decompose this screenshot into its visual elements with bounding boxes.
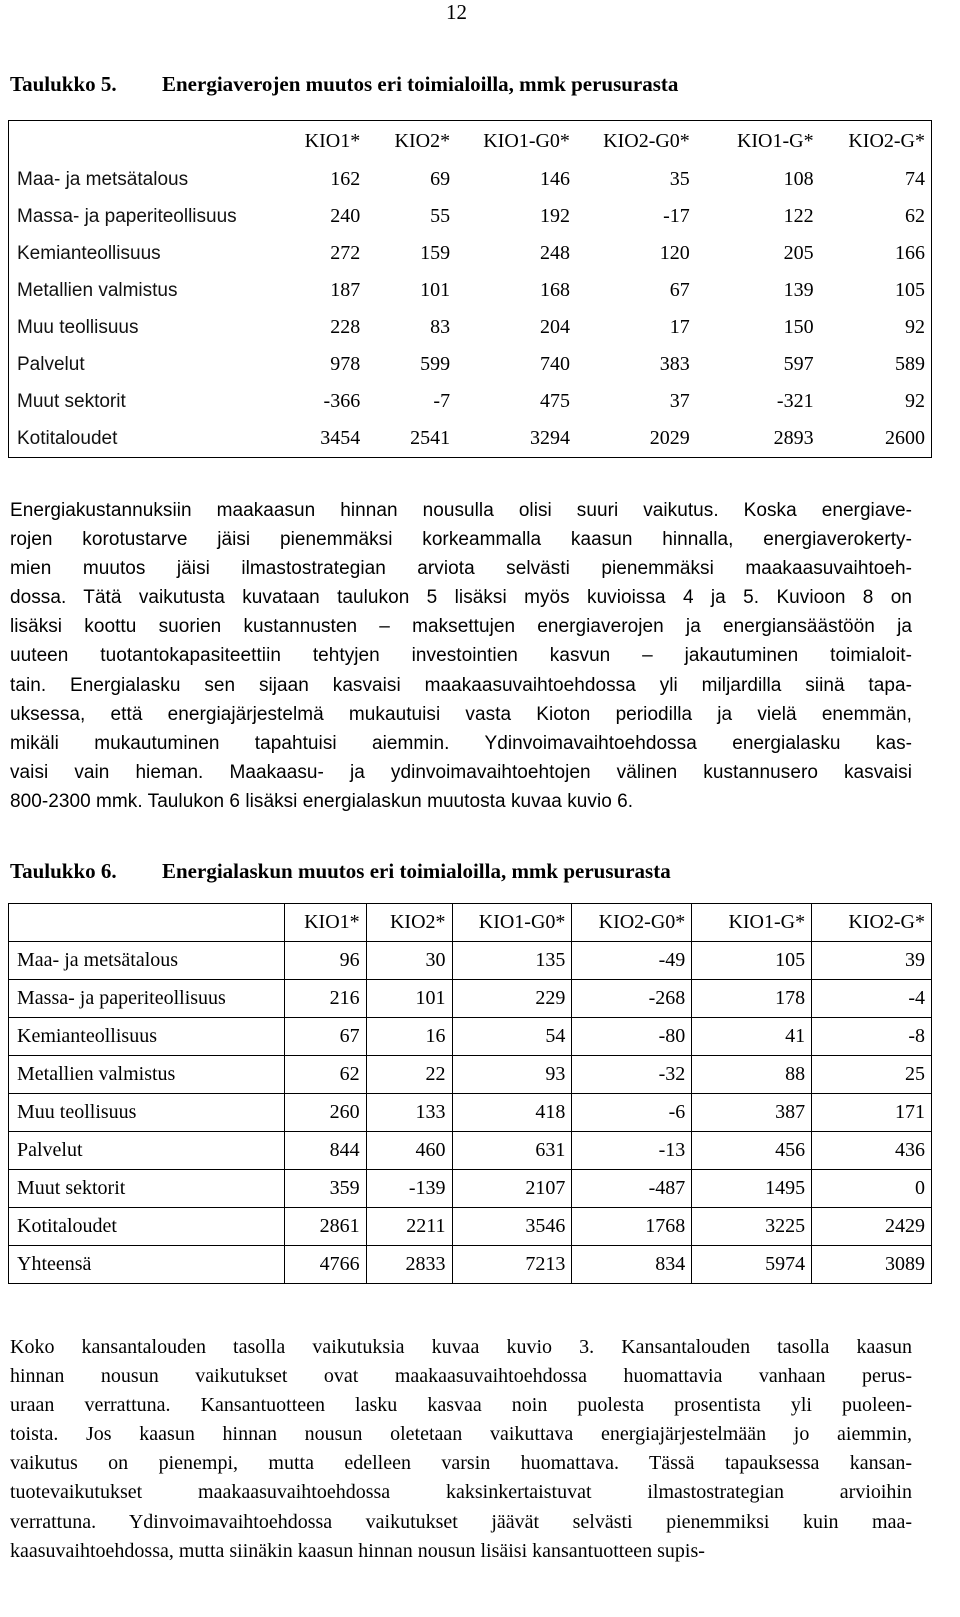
table-cell: 3089: [812, 1246, 932, 1284]
text-line: mikäli mukautuminen tapahtuisi aiemmin. Ydinvoimavaihtoehdossa energialasku kas-: [10, 732, 912, 754]
table-cell: -268: [572, 980, 692, 1018]
table-cell: 631: [452, 1132, 572, 1170]
table-cell: -366: [323, 390, 361, 412]
table-cell: 1768: [572, 1208, 692, 1246]
table6-col-header: KIO1*: [284, 904, 366, 942]
row-label: Kemianteollisuus: [9, 1018, 285, 1056]
table-cell: 229: [452, 980, 572, 1018]
table-cell: 2107: [452, 1170, 572, 1208]
table-cell: 1495: [692, 1170, 812, 1208]
row-label: Massa- ja paperiteollisuus: [9, 980, 285, 1018]
table-row: [9, 161, 932, 198]
table5-body: [9, 161, 932, 458]
text-line: mien muutos jäisi ilmastostrategian arviota selvästi pienemmäksi maakaasuvaihtoeh-: [10, 558, 912, 580]
table-cell: 17: [669, 316, 690, 338]
table-cell: 101: [420, 279, 451, 301]
table-cell: 62: [905, 205, 925, 227]
table5-col-header: KIO2-G*: [848, 129, 925, 152]
table5-label: Taulukko 5.: [10, 72, 117, 96]
table-cell: 41: [692, 1018, 812, 1056]
table-cell: 2600: [885, 427, 925, 449]
row-label: Massa- ja paperiteollisuus: [17, 205, 237, 227]
text-line: verrattuna. Ydinvoimavaihtoehdossa vaikutukset jäävät selvästi pienemmiksi kuin maa-: [10, 1510, 912, 1533]
text-line: tain. Energialasku sen sijaan kasvaisi maakaasuvaihtoehdossa yli miljardilla siinä tapa-: [10, 674, 912, 696]
table-cell: 133: [366, 1094, 452, 1132]
table-cell: 248: [539, 242, 570, 264]
table-row: [9, 346, 932, 383]
table-cell: 67: [284, 1018, 366, 1056]
table-cell: 159: [420, 242, 451, 264]
table-cell: 475: [539, 390, 570, 412]
paragraph-1: [10, 496, 912, 816]
table-cell: 88: [692, 1056, 812, 1094]
table-cell: 260: [284, 1094, 366, 1132]
row-label: Maa- ja metsätalous: [9, 942, 285, 980]
table5-header-row: [9, 121, 932, 162]
table-row: [9, 1056, 932, 1094]
table-row: [9, 383, 932, 420]
table5-col-header: KIO1-G*: [736, 129, 814, 152]
table-cell: 228: [330, 316, 361, 338]
table-cell: 135: [452, 942, 572, 980]
table-cell: 74: [905, 168, 925, 190]
table-cell: 2833: [366, 1246, 452, 1284]
table5-col-header: KIO1-G0*: [483, 129, 570, 152]
table-cell: 2861: [284, 1208, 366, 1246]
table-cell: -7: [433, 390, 451, 412]
text-line: uuteen tuotantokapasiteettiin tehtyjen investointien kasvun – jakautuminen toimialoit-: [10, 645, 912, 667]
table-cell: 2893: [773, 427, 814, 449]
table-cell: 55: [430, 205, 451, 227]
table-cell: 92: [905, 316, 925, 338]
table6-col-header: KIO2-G0*: [572, 904, 692, 942]
table-cell: -487: [572, 1170, 692, 1208]
text-line: uksessa, että energiajärjestelmä mukautuisi vasta Kioton periodilla ja vielä enemmän,: [10, 703, 912, 725]
table5-caption: [10, 72, 678, 97]
table6-corner: [9, 904, 285, 942]
table-cell: 3294: [529, 427, 570, 449]
text-line: uraan verrattuna. Kansantuotteen lasku kasvaa noin puolesta prosentista yli puoleen-: [10, 1394, 912, 1417]
table-cell: 83: [430, 316, 451, 338]
table-cell: -13: [572, 1132, 692, 1170]
table-cell: 2429: [812, 1208, 932, 1246]
table-cell: 93: [452, 1056, 572, 1094]
row-label: Kotitaloudet: [9, 1208, 285, 1246]
table-cell: 96: [284, 942, 366, 980]
table-row: [9, 272, 932, 309]
table-cell: 460: [366, 1132, 452, 1170]
table-cell: 105: [895, 279, 925, 301]
table-cell: 37: [669, 390, 690, 412]
text-line: toista. Jos kaasun hinnan nousun oletetaan vaikuttava energiajärjestelmään jo aiemmin,: [10, 1423, 912, 1446]
table-cell: 2029: [649, 427, 690, 449]
table-cell: 192: [539, 205, 570, 227]
row-label: Kotitaloudet: [17, 427, 118, 449]
table6-label: Taulukko 6.: [10, 859, 117, 883]
table-row: [9, 198, 932, 235]
row-label: Maa- ja metsätalous: [17, 168, 189, 190]
table-cell: 166: [895, 242, 925, 264]
table-cell: 171: [812, 1094, 932, 1132]
table-cell: 272: [330, 242, 361, 264]
table-cell: 740: [539, 353, 570, 375]
table-cell: 383: [659, 353, 690, 375]
text-line: vaikutus on pienempi, mutta edelleen varsin huomattava. Tässä tapauksessa kansan-: [10, 1452, 912, 1475]
text-line: Energiakustannuksiin maakaasun hinnan nousulla olisi suuri vaikutus. Koska energiave-: [10, 500, 912, 521]
table5: [8, 120, 932, 458]
table-row: [9, 980, 932, 1018]
table-row: [9, 309, 932, 346]
table-cell: 105: [692, 942, 812, 980]
text-line: dossa. Tätä vaikutusta kuvataan taulukon 5 lisäksi myös kuvioissa 4 ja 5. Kuvioon 8 on: [10, 587, 912, 609]
table-cell: 2211: [366, 1208, 452, 1246]
table-cell: 120: [659, 242, 690, 264]
row-label: Metallien valmistus: [9, 1056, 285, 1094]
table-cell: -32: [572, 1056, 692, 1094]
table-cell: 30: [366, 942, 452, 980]
table-cell: 54: [452, 1018, 572, 1056]
text-line: 800-2300 mmk. Taulukon 6 lisäksi energialaskun muutosta kuvaa kuvio 6.: [10, 790, 634, 812]
table-cell: 834: [572, 1246, 692, 1284]
table6-caption: [10, 859, 671, 884]
table6-col-header: KIO2-G*: [812, 904, 932, 942]
table-cell: 4766: [284, 1246, 366, 1284]
table5-title: Energiaverojen muutos eri toimialoilla, mmk perusurasta: [162, 72, 679, 96]
table-cell: 101: [366, 980, 452, 1018]
table-cell: -80: [572, 1018, 692, 1056]
table-cell: 62: [284, 1056, 366, 1094]
row-label: Muu teollisuus: [9, 1094, 285, 1132]
table-cell: 3454: [320, 427, 361, 449]
row-label: Yhteensä: [9, 1246, 285, 1284]
table5-col-header: KIO1*: [304, 129, 361, 152]
table-cell: 3225: [692, 1208, 812, 1246]
text-line: vaisi vain hieman. Maakaasu- ja ydinvoimavaihtoehtojen välinen kustannusero kasvaisi: [10, 761, 912, 783]
table-cell: 216: [284, 980, 366, 1018]
table-cell: 599: [420, 353, 451, 375]
row-label: Muu teollisuus: [17, 316, 139, 338]
table-cell: 204: [539, 316, 570, 338]
row-label: Metallien valmistus: [17, 279, 178, 301]
table-cell: 162: [330, 168, 361, 190]
table-cell: 139: [783, 279, 814, 301]
table-cell: -8: [812, 1018, 932, 1056]
table6-col-header: KIO2*: [366, 904, 452, 942]
table-cell: -17: [663, 205, 690, 227]
row-label: Muut sektorit: [9, 1170, 285, 1208]
row-label: Palvelut: [9, 1132, 285, 1170]
text-line: lisäksi koottu suorien kustannusten – maksettujen energiaverojen ja energiansäästöön ja: [10, 616, 912, 638]
table-cell: 978: [330, 353, 361, 375]
row-label: Muut sektorit: [17, 390, 126, 412]
table-cell: 5974: [692, 1246, 812, 1284]
table-cell: 67: [669, 279, 690, 301]
table5-corner: [9, 121, 271, 162]
table-row: [9, 1208, 932, 1246]
table-row: [9, 235, 932, 272]
table-cell: 359: [284, 1170, 366, 1208]
table-row: [9, 942, 932, 980]
table-row: [9, 1170, 932, 1208]
text-line: Koko kansantalouden tasolla vaikutuksia kuvaa kuvio 3. Kansantalouden tasolla kaasun: [10, 1336, 912, 1358]
row-label: Palvelut: [17, 353, 85, 375]
table-cell: 92: [905, 390, 925, 412]
table-cell: 22: [366, 1056, 452, 1094]
table-cell: 597: [783, 353, 814, 375]
table6-col-header: KIO1-G*: [692, 904, 812, 942]
table-cell: 16: [366, 1018, 452, 1056]
table-cell: -4: [812, 980, 932, 1018]
table-cell: 178: [692, 980, 812, 1018]
table6-col-header: KIO1-G0*: [452, 904, 572, 942]
table-cell: 146: [539, 168, 570, 190]
table-cell: 2541: [410, 427, 451, 449]
table5-col-header: KIO2*: [394, 129, 451, 152]
table-cell: -6: [572, 1094, 692, 1132]
text-line: kaasuvaihtoehdossa, mutta siinäkin kaasun hinnan nousun lisäisi kansantuotteen supis-: [10, 1539, 705, 1562]
table-row: [9, 1132, 932, 1170]
table-cell: 122: [783, 205, 814, 227]
table6-title: Energialaskun muutos eri toimialoilla, mmk perusurasta: [162, 859, 671, 883]
text-line: hinnan nousun vaikutukset ovat maakaasuvaihtoehdossa huomattavia vanhaan perus-: [10, 1365, 912, 1388]
table-cell: 35: [669, 168, 690, 190]
table-cell: -139: [366, 1170, 452, 1208]
table-row: [9, 1246, 932, 1284]
table-cell: 456: [692, 1132, 812, 1170]
table-cell: 240: [330, 205, 361, 227]
table-cell: 844: [284, 1132, 366, 1170]
table-cell: 25: [812, 1056, 932, 1094]
table-row: [9, 1018, 932, 1056]
table-cell: 69: [430, 168, 451, 190]
paragraph-2: [10, 1333, 912, 1566]
table-cell: 0: [812, 1170, 932, 1208]
table-cell: 39: [812, 942, 932, 980]
table-row: [9, 420, 932, 458]
table-cell: 168: [539, 279, 570, 301]
text-line: rojen korotustarve jäisi pienemmäksi korkeammalla kaasun hinnalla, energiaverokerty-: [10, 529, 912, 551]
table-cell: 205: [783, 242, 814, 264]
table6-header-row: [9, 904, 932, 942]
row-label: Kemianteollisuus: [17, 242, 161, 264]
table-cell: 150: [783, 316, 814, 338]
page-number: 12: [446, 0, 467, 24]
table-row: [9, 1094, 932, 1132]
table-cell: 3546: [452, 1208, 572, 1246]
table-cell: 387: [692, 1094, 812, 1132]
table6: [8, 903, 932, 1284]
text-line: tuotevaikutukset maakaasuvaihtoehdossa kaksinkertaistuvat ilmastostrategian arvioihin: [10, 1481, 912, 1504]
table-cell: 589: [895, 353, 925, 375]
table5-col-header: KIO2-G0*: [603, 129, 690, 152]
table-cell: 418: [452, 1094, 572, 1132]
table-cell: 108: [783, 168, 814, 190]
table-cell: 436: [812, 1132, 932, 1170]
table-cell: -321: [776, 390, 814, 412]
table-cell: -49: [572, 942, 692, 980]
table-cell: 7213: [452, 1246, 572, 1284]
table6-body: [9, 942, 932, 1284]
table-cell: 187: [330, 279, 361, 301]
